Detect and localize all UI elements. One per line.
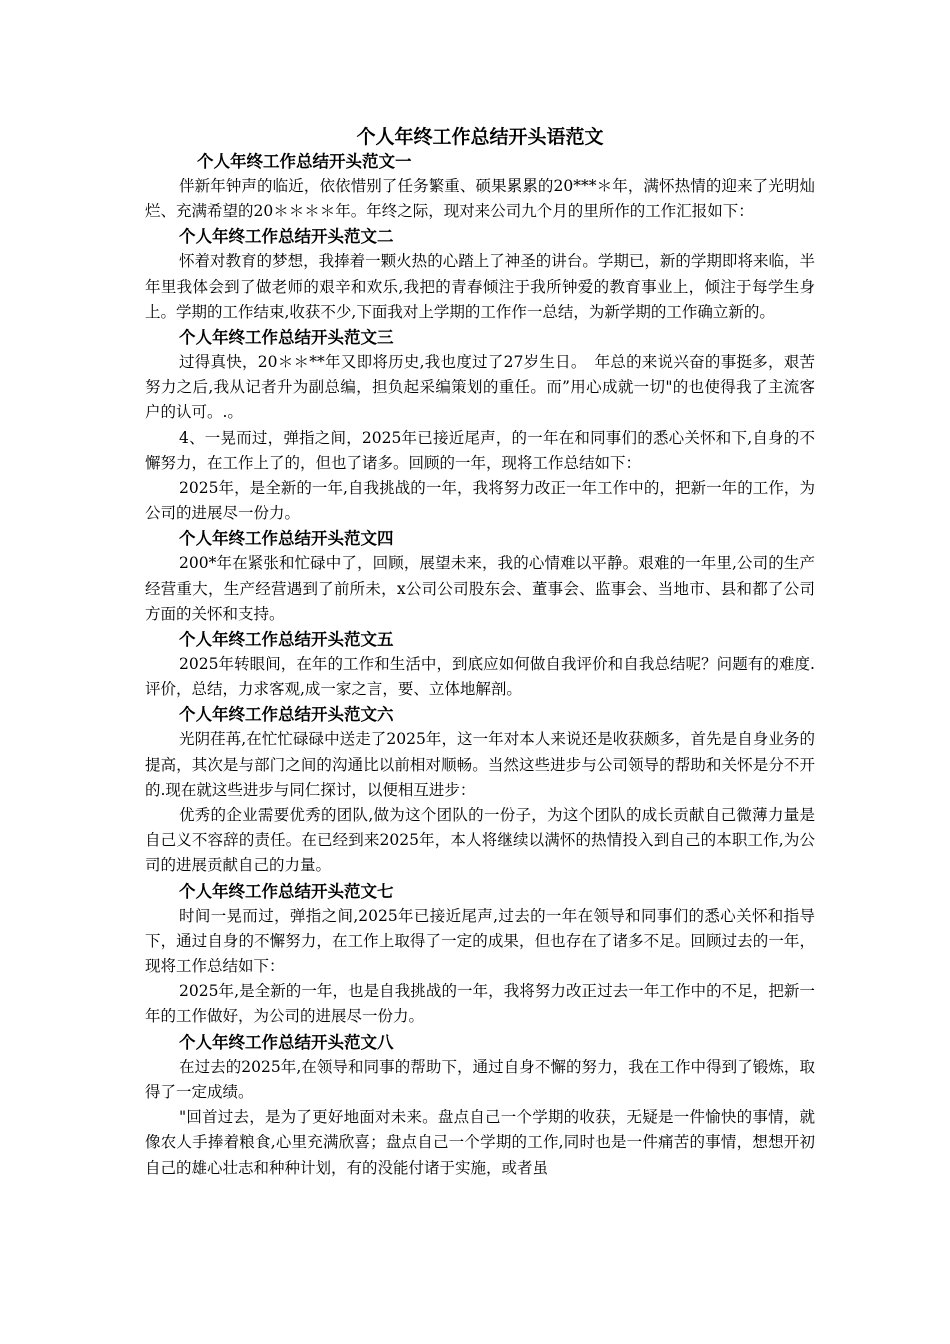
- section-paragraph: 2025年,是全新的一年，也是自我挑战的一年，我将努力改正过去一年工作中的不足，把新一年的工作做好，为公司的进展尽一份力。: [145, 982, 815, 1026]
- section-heading: 个人年终工作总结开头范文八: [179, 1032, 394, 1052]
- section-6: [145, 702, 815, 878]
- section-3: [145, 325, 815, 526]
- section-paragraph: 4、一晃而过，弹指之间，2025年已接近尾声，的一年在和同事们的悉心关怀和下,自身的不懈努力，在工作上了的，但也了诸多。回顾的一年，现将工作总结如下：: [145, 428, 815, 472]
- section-5: [145, 627, 815, 702]
- section-heading: 个人年终工作总结开头范文一: [197, 152, 412, 171]
- section-heading: 个人年终工作总结开头范文四: [179, 529, 394, 549]
- section-paragraph: 优秀的企业需要优秀的团队,做为这个团队的一份子，为这个团队的成长贡献自己微薄力量是自己义不容辞的责任。在已经到来2025年，本人将继续以满怀的热情投入到自己的本职工作,为公司的进展贡献自己的力量。: [145, 806, 815, 875]
- section-heading: 个人年终工作总结开头范文三: [179, 328, 394, 348]
- section-heading: 个人年终工作总结开头范文五: [179, 630, 394, 650]
- section-paragraph: 在过去的2025年,在领导和同事的帮助下，通过自身不懈的努力，我在工作中得到了锻炼，取得了一定成绩。: [145, 1057, 815, 1101]
- section-heading: 个人年终工作总结开头范文七: [179, 881, 394, 901]
- section-heading: 个人年终工作总结开头范文二: [179, 227, 394, 247]
- section-paragraph: 怀着对教育的梦想，我捧着一颗火热的心踏上了神圣的讲台。学期已，新的学期即将来临，半年里我体会到了做老师的艰辛和欢乐,我把的青春倾注于我所钟爱的教育事业上，倾注于每学生身上。学期的工作结束,收获不少,下面我对上学期的工作作一总结，为新学期的工作确立新的。: [145, 252, 815, 321]
- document-title: 个人年终工作总结开头语范文: [356, 126, 604, 148]
- section-4: [145, 526, 815, 627]
- document-body: [145, 122, 815, 1181]
- section-paragraph: 2025年，是全新的一年,自我挑战的一年，我将努力改正一年工作中的，把新一年的工作，为公司的进展尽一份力。: [145, 479, 815, 523]
- section-paragraph: 2025年转眼间，在年的工作和生活中，到底应如何做自我评价和自我总结呢？问题有的难度.评价，总结，力求客观,成一家之言，要、立体地解剖。: [145, 655, 815, 699]
- section-2: [145, 224, 815, 325]
- section-paragraph: "回首过去，是为了更好地面对未来。盘点自己一个学期的收获，无疑是一件愉快的事情，就像农人手捧着粮食,心里充满欣喜；盘点自己一个学期的工作,同时也是一件痛苦的事情，想想开初自己的雄心壮志和种种计划，有的没能付诸于实施，或者虽: [145, 1108, 815, 1177]
- section-paragraph: 过得真快，20＊＊**年又即将历史,我也度过了27岁生日。 年总的来说兴奋的事挺多，艰苦努力之后,我从记者升为副总编，担负起采编策划的重任。而”用心成就一切"的也使得我了主流客户的认可。.。: [145, 353, 815, 422]
- section-paragraph: 光阴荏苒,在忙忙碌碌中送走了2025年，这一年对本人来说还是收获颇多，首先是自身业务的提高，其次是与部门之间的沟通比以前相对顺畅。当然这些进步与公司领导的帮助和关怀是分不开的.现在就这些进步与同仁探讨，以便相互进步：: [145, 730, 815, 799]
- section-7: [145, 879, 815, 1030]
- section-paragraph: 200*年在紧张和忙碌中了，回顾，展望未来，我的心情难以平静。艰难的一年里,公司的生产经营重大，生产经营遇到了前所未，x公司公司股东会、董事会、监事会、当地市、县和都了公司方面的关怀和支持。: [145, 554, 815, 623]
- section-1: [145, 150, 815, 224]
- section-paragraph: 伴新年钟声的临近，依依惜别了任务繁重、硕果累累的20***＊年，满怀热情的迎来了光明灿烂、充满希望的20＊＊＊＊年。年终之际，现对来公司九个月的里所作的工作汇报如下：: [145, 177, 815, 221]
- section-paragraph: 时间一晃而过，弹指之间,2025年已接近尾声,过去的一年在领导和同事们的悉心关怀和指导下，通过自身的不懈努力，在工作上取得了一定的成果，但也存在了诸多不足。回顾过去的一年，现将工作总结如下：: [145, 906, 815, 976]
- section-8: [145, 1030, 815, 1181]
- section-heading: 个人年终工作总结开头范文六: [179, 705, 394, 725]
